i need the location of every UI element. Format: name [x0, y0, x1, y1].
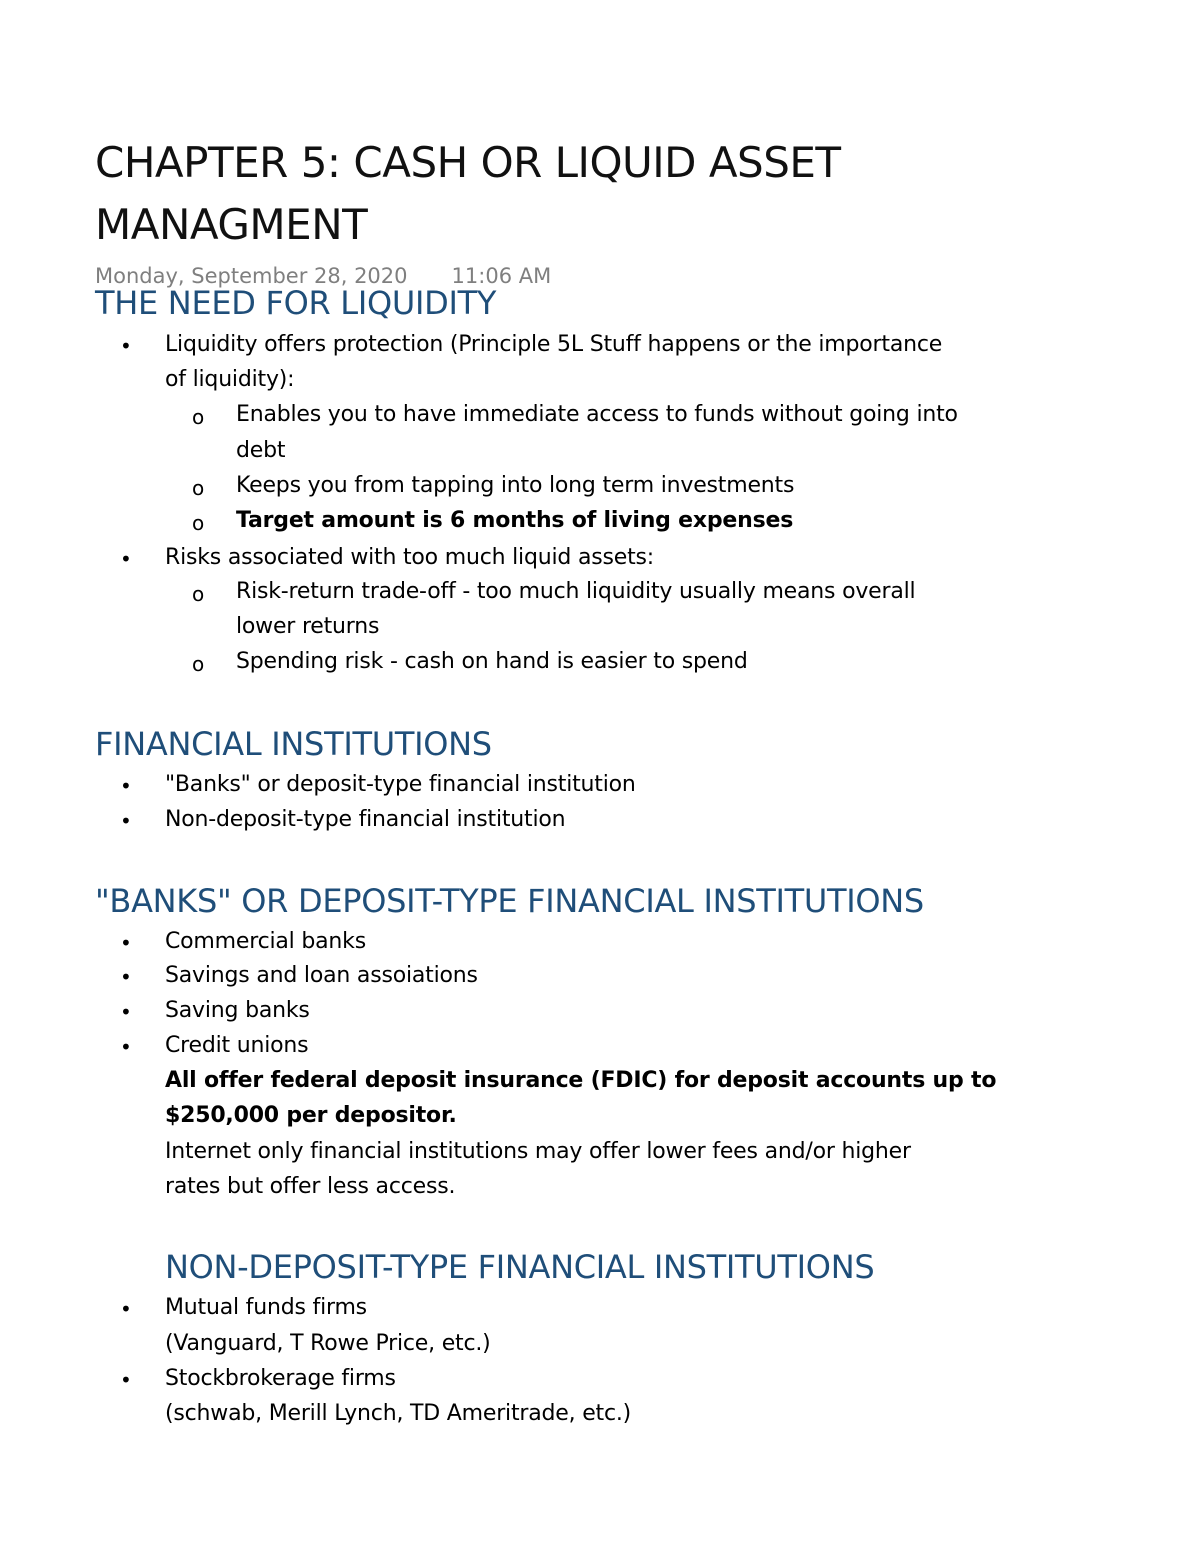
sub-list-item-text: Target amount is 6 months of living expenses — [236, 508, 794, 533]
sub-bullet-icon: o — [192, 511, 205, 535]
sub-bullet-icon: o — [192, 582, 205, 606]
note-date: Monday, September 28, 2020 — [95, 264, 408, 288]
internet-note-text: Internet only financial institutions may offer lower fees and/or higher — [165, 1139, 911, 1164]
sub-bullet-icon: o — [192, 405, 205, 429]
sub-list-item-text: Risk-return trade-off - too much liquidity usually means overall — [236, 579, 916, 604]
list-item-text: "Banks" or deposit-type financial institution — [165, 772, 636, 797]
list-item-detail: (Vanguard, T Rowe Price, etc.) — [165, 1331, 491, 1356]
list-item-text: Non-deposit-type financial institution — [165, 807, 566, 832]
section-heading-non-deposit-institutions: NON-DEPOSIT-TYPE FINANCIAL INSTITUTIONS — [165, 1248, 875, 1286]
list-item-text: Mutual funds firms — [165, 1295, 367, 1320]
list-item-text: Savings and loan assoiations — [165, 963, 478, 988]
fdic-note-text: All offer federal deposit insurance (FDIC) for deposit accounts up to — [165, 1068, 997, 1093]
bullet-icon: • — [120, 931, 132, 955]
section-heading-deposit-institutions: "BANKS" OR DEPOSIT-TYPE FINANCIAL INSTITUTIONS — [95, 882, 924, 920]
bullet-icon: • — [120, 1297, 132, 1321]
sub-bullet-icon: o — [192, 652, 205, 676]
list-item-text: Commercial banks — [165, 929, 366, 954]
page-title: CHAPTER 5: CASH OR LIQUID ASSET MANAGMENT — [95, 138, 841, 249]
sub-list-item-text: lower returns — [236, 614, 380, 639]
list-item-text: Saving banks — [165, 998, 310, 1023]
bullet-icon: • — [120, 965, 132, 989]
bullet-icon: • — [120, 1035, 132, 1059]
list-item-text: Liquidity offers protection (Principle 5L Stuff happens or the importance — [165, 332, 943, 357]
section-heading-financial-institutions: FINANCIAL INSTITUTIONS — [95, 725, 492, 763]
internet-note-text: rates but offer less access. — [165, 1174, 456, 1199]
bullet-icon: • — [120, 774, 132, 798]
fdic-note-text: $250,000 per depositor. — [165, 1103, 457, 1128]
bullet-icon: • — [120, 547, 132, 571]
bullet-icon: • — [120, 1000, 132, 1024]
section-heading-liquidity: THE NEED FOR LIQUIDITY — [95, 284, 497, 322]
list-item-text: of liquidity): — [165, 367, 295, 392]
list-item-text: Stockbrokerage firms — [165, 1366, 396, 1391]
sub-list-item-text: Enables you to have immediate access to funds without going into — [236, 402, 958, 427]
list-item-text: Credit unions — [165, 1033, 309, 1058]
sub-list-item-text: debt — [236, 438, 286, 463]
note-time: 11:06 AM — [451, 264, 552, 288]
list-item-detail: (schwab, Merill Lynch, TD Ameritrade, etc.) — [165, 1401, 632, 1426]
sub-list-item-text: Keeps you from tapping into long term investments — [236, 473, 795, 498]
bullet-icon: • — [120, 334, 132, 358]
sub-list-item-text: Spending risk - cash on hand is easier to spend — [236, 649, 748, 674]
bullet-icon: • — [120, 1368, 132, 1392]
sub-bullet-icon: o — [192, 476, 205, 500]
list-item-text: Risks associated with too much liquid assets: — [165, 545, 654, 570]
bullet-icon: • — [120, 809, 132, 833]
